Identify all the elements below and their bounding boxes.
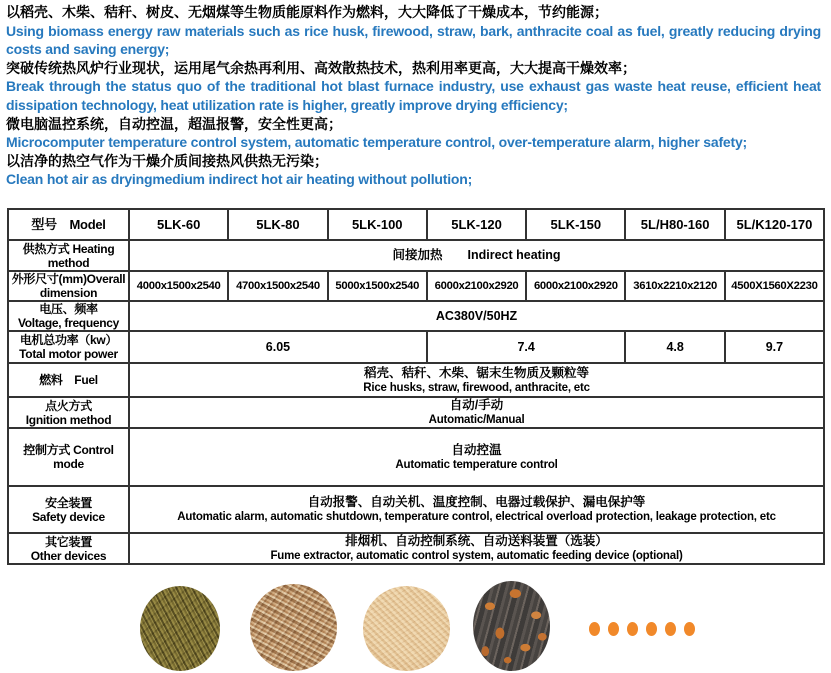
intro-line-en: Microcomputer temperature control system, automatic temperature control, over-temperature alarm, higher safety;: [6, 134, 748, 151]
row-label-cell: [8, 209, 129, 240]
spec-value-en: Automatic alarm, automatic shutdown, temperature control, electrical overload protection, leakage protection, etc: [177, 511, 776, 523]
spec-value-text: 3610x2210x2120: [633, 279, 718, 292]
spec-table: [7, 208, 825, 565]
row-label-text: 供热方式 Heating: [22, 241, 115, 256]
orange-dot: [684, 622, 695, 636]
spec-row: [8, 363, 824, 397]
spec-value-cell: [427, 331, 626, 363]
spec-value-text: 4500X1560X2230: [731, 279, 818, 292]
spec-value-cell: [625, 271, 724, 301]
spec-row: [8, 397, 824, 428]
row-label-text: Safety device: [32, 509, 105, 524]
spec-value-en: Automatic temperature control: [395, 458, 558, 471]
row-label-text: Voltage, frequency: [17, 316, 120, 330]
spec-row: [8, 301, 824, 331]
spec-value-en: Rice husks, straw, firewood, anthracite, etc: [363, 381, 590, 394]
spec-row: [8, 331, 824, 363]
sawdust-image: [363, 586, 450, 671]
intro-line-en: Using biomass energy raw materials such as rice husk, firewood, straw, bark, anthracite coal as fuel, greatly reducing drying costs and saving energy;: [6, 22, 821, 58]
intro-line-zh: 突破传统热风炉行业现状，运用尾气余热再利用、高效散热技术，热利用率更高，大大提高干燥效率；: [6, 59, 636, 76]
spec-value-cell: [129, 428, 824, 486]
spec-value-zh: 自动/手动: [449, 398, 504, 412]
row-label-cell: [8, 533, 129, 564]
row-label-text: Other devices: [30, 548, 107, 563]
orange-dot: [608, 622, 619, 636]
row-label-cell: [8, 331, 129, 363]
row-label-text: 点火方式: [45, 398, 92, 413]
spec-value-text: 4000x1500x2540: [136, 279, 221, 292]
intro-text-block: [6, 3, 821, 189]
row-label-cell: [8, 486, 129, 533]
spec-value-cell: [725, 331, 824, 363]
orange-dot: [589, 622, 600, 636]
spec-value-zh: 自动控温: [451, 442, 502, 457]
spec-value-cell: [129, 271, 228, 301]
spec-value-cell: [228, 271, 327, 301]
orange-dot: [665, 622, 676, 636]
ellipsis-dots: [589, 622, 695, 636]
row-label-text: Ignition method: [25, 412, 112, 427]
row-label-text: 外形尺寸(mm)Overall: [11, 272, 126, 286]
model-header-cell: 5L/K120-170: [725, 209, 824, 240]
row-label-text: Total motor power: [19, 347, 118, 361]
spec-value-cell: [129, 397, 824, 428]
spec-value-text: 6000x2100x2920: [434, 279, 519, 292]
spec-value-cell: [526, 271, 625, 301]
spec-value-zh: 排烟机、自动控制系统、自动送料装置（选装）: [345, 534, 608, 548]
rice-husks-image: [250, 584, 337, 671]
spec-value-text: 4700x1500x2540: [236, 279, 320, 292]
row-label-text: 燃料 Fuel: [39, 373, 98, 387]
spec-value-cell: [129, 363, 824, 397]
spec-row: [8, 271, 824, 301]
row-label-cell: [8, 301, 129, 331]
row-label-cell: [8, 397, 129, 428]
model-header-cell: 5LK-60: [129, 209, 228, 240]
firewood-image: [473, 581, 550, 671]
model-header-cell: 5L/H80-160: [625, 209, 724, 240]
model-header-cell: 5LK-120: [427, 209, 526, 240]
row-label-text: 型号 Model: [31, 216, 106, 232]
spec-row: [8, 486, 824, 533]
intro-line-en: Clean hot air as dryingmedium indirect hot air heating without pollution;: [6, 171, 473, 188]
spec-value-cell: [129, 240, 824, 271]
row-label-text: method: [47, 255, 90, 270]
fuel-gallery: [0, 575, 831, 673]
spec-value-text: 6.05: [265, 339, 291, 354]
orange-dot: [646, 622, 657, 636]
spec-value-cell: [427, 271, 526, 301]
straw-image: [140, 586, 220, 671]
row-label-cell: [8, 363, 129, 397]
spec-row: [8, 428, 824, 486]
orange-dot: [627, 622, 638, 636]
spec-value-text: 间接加热 Indirect heating: [392, 248, 561, 262]
row-label-text: 电压、频率: [39, 302, 98, 316]
row-label-text: 电机总功率（kw）: [19, 333, 118, 347]
row-label-text: 其它装置: [45, 534, 92, 549]
spec-value-text: 5000x1500x2540: [335, 279, 420, 292]
spec-value-zh: 自动报警、自动关机、温度控制、电器过载保护、漏电保护等: [307, 495, 646, 509]
spec-value-text: 9.7: [765, 339, 784, 354]
spec-value-text: 4.8: [666, 339, 684, 354]
intro-line-zh: 以稻壳、木柴、秸秆、树皮、无烟煤等生物质能原料作为燃料，大大降低了干燥成本，节约能源；: [6, 4, 608, 20]
spec-value-cell: [625, 331, 724, 363]
row-label-text: dimension: [39, 286, 98, 300]
row-label-cell: [8, 428, 129, 486]
spec-header-row: [8, 209, 824, 240]
spec-value-en: Fume extractor, automatic control system, automatic feeding device (optional): [270, 550, 683, 562]
spec-value-cell: [129, 331, 427, 363]
spec-value-cell: [328, 271, 427, 301]
row-label-text: 控制方式 Control mode: [23, 443, 114, 471]
intro-line-zh: 微电脑温控系统，自动控温，超温报警，安全性更高；: [6, 115, 342, 132]
spec-value-cell: [129, 486, 824, 533]
spec-value-text: 7.4: [517, 339, 535, 354]
spec-value-cell: [129, 533, 824, 564]
row-label-cell: [8, 271, 129, 301]
spec-value-cell: [725, 271, 824, 301]
spec-value-text: AC380V/50HZ: [435, 308, 518, 323]
spec-row: [8, 240, 824, 271]
spec-value-en: Automatic/Manual: [428, 414, 525, 426]
intro-line-en: Break through the status quo of the traditional hot blast furnace industry, use exhaust gas waste heat reuse, efficient heat dissipation technology, heat utilization rate is higher, greatly improve drying efficiency;: [6, 78, 821, 113]
model-header-cell: 5LK-100: [328, 209, 427, 240]
model-header-cell: 5LK-80: [228, 209, 327, 240]
row-label-cell: [8, 240, 129, 271]
intro-line-zh: 以洁净的热空气作为干燥介质间接热风供热无污染；: [6, 152, 328, 169]
spec-row: [8, 533, 824, 564]
spec-value-cell: [129, 301, 824, 331]
row-label-text: 安全装置: [45, 495, 92, 510]
model-header-cell: 5LK-150: [526, 209, 625, 240]
spec-value-zh: 稻壳、秸秆、木柴、锯末生物质及颗粒等: [364, 365, 590, 380]
spec-value-text: 6000x2100x2920: [533, 279, 618, 292]
